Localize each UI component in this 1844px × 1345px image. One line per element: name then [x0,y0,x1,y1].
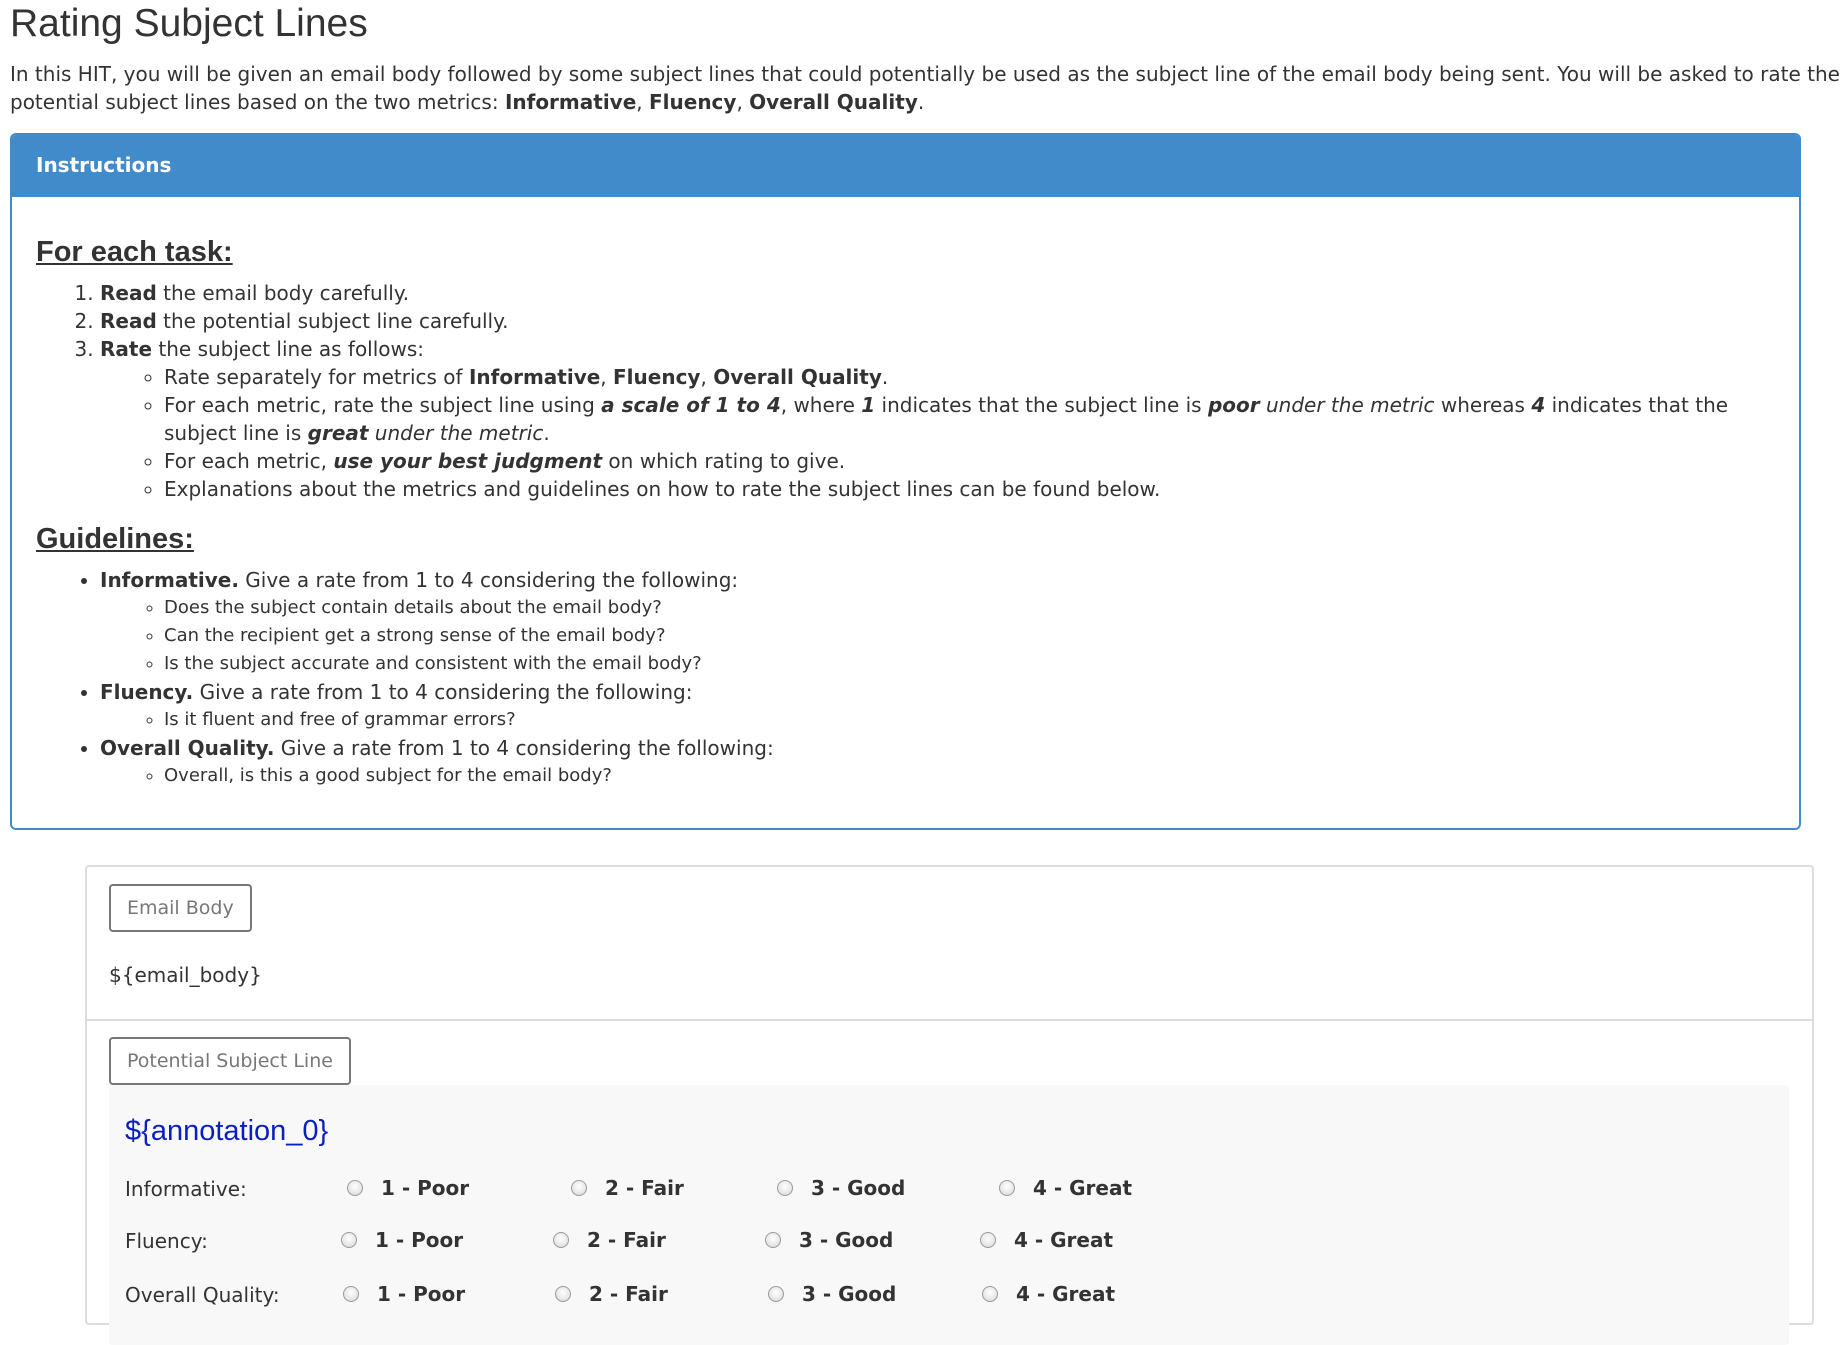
divider [87,1019,1812,1021]
task-section-title: For each task: [36,236,233,268]
rate-sub-item: ◦ For each metric, rate the subject line using a scale of 1 to 4, where 1 indicates that the subject line is poor under the metric whereas 4 indicates that the subject line is great under the metric. [164,391,1799,447]
guideline-item: • Overall Quality. Give a rate from 1 to 4 considering the following: ◦ Overall, is this a good subject for the email body? [100,734,774,790]
instructions-panel [10,133,1801,830]
radio-button[interactable] [777,1180,793,1196]
radio-button[interactable] [343,1286,359,1302]
intro-text: In this HIT, you will be given an email body followed by some subject lines that could potentially be used as the subject line of the email body being sent. You will be asked to rate the potential subject lines based on the two metrics: Informative, Fluency, Overall Quality. [10,62,1840,114]
step-item: 3. Rate the subject line as follows: ◦ Rate separately for metrics of Informative, Fluency, Overall Quality. ◦ For each metric, rate the subject line using a scale of 1 to 4, where 1 indicates that the subject line is poor under the metric whereas 4 indicates that the subject line is great under the metric. ◦ For each metric, use your best judgment on which rating to give. ◦ Explanations about the metrics and guidelines on how to rate the subject lines can be found below. [100,335,1799,503]
informative-option-2[interactable]: 2 - Fair [571,1176,684,1200]
guidelines-title: Guidelines: [36,523,194,555]
radio-button[interactable] [571,1180,587,1196]
guideline-sub-item: ◦ Can the recipient get a strong sense of the email body? [164,622,774,650]
guideline-item: • Fluency. Give a rate from 1 to 4 considering the following: ◦ Is it fluent and free of grammar errors? [100,678,774,734]
radio-button[interactable] [341,1232,357,1248]
informative-option-1[interactable]: 1 - Poor [347,1176,469,1200]
subject-line-label: Potential Subject Line [109,1037,351,1085]
rate-sublist [100,363,1799,503]
radio-button[interactable] [982,1286,998,1302]
fluency-option-2[interactable]: 2 - Fair [553,1228,666,1252]
overall-quality-option-4[interactable]: 4 - Great [982,1282,1115,1306]
metric-label-overall-quality: Overall Quality: [125,1283,280,1307]
metric-name: Informative [504,90,637,114]
guideline-sub-item: ◦ Overall, is this a good subject for the email body? [164,762,774,790]
radio-button[interactable] [765,1232,781,1248]
email-body-value: ${email_body} [109,963,262,987]
radio-button[interactable] [999,1180,1015,1196]
fluency-option-3[interactable]: 3 - Good [765,1228,893,1252]
rate-sub-item: ◦ Explanations about the metrics and guidelines on how to rate the subject lines can be found below. [164,475,1799,503]
annotation-card [85,865,1814,1325]
fluency-option-1[interactable]: 1 - Poor [341,1228,463,1252]
guideline-sub-item: ◦ Is it fluent and free of grammar errors? [164,706,774,734]
annotation-placeholder: ${annotation_0} [125,1115,329,1147]
overall-quality-option-3[interactable]: 3 - Good [768,1282,896,1306]
metric-label-informative: Informative: [125,1177,247,1201]
metric-name: Overall Quality [749,90,918,114]
radio-button[interactable] [980,1232,996,1248]
page-title: Rating Subject Lines [10,2,368,45]
instructions-heading: Instructions [12,135,1799,197]
guidelines-list [36,566,774,790]
subject-rating-well [109,1085,1789,1345]
informative-option-4[interactable]: 4 - Great [999,1176,1132,1200]
overall-quality-option-1[interactable]: 1 - Poor [343,1282,465,1306]
step-item: 1. Read the email body carefully. [100,279,1799,307]
radio-button[interactable] [768,1286,784,1302]
fluency-option-4[interactable]: 4 - Great [980,1228,1113,1252]
metric-label-fluency: Fluency: [125,1229,208,1253]
step-item: 2. Read the potential subject line carefully. [100,307,1799,335]
guideline-sub-item: ◦ Does the subject contain details about the email body? [164,594,774,622]
radio-button[interactable] [555,1286,571,1302]
overall-quality-option-2[interactable]: 2 - Fair [555,1282,668,1306]
guideline-sub-item: ◦ Is the subject accurate and consistent with the email body? [164,650,774,678]
radio-button[interactable] [553,1232,569,1248]
radio-button[interactable] [347,1180,363,1196]
rate-sub-item: ◦ For each metric, use your best judgment on which rating to give. [164,447,1799,475]
rate-sub-item: ◦ Rate separately for metrics of Informative, Fluency, Overall Quality. [164,363,1799,391]
informative-option-3[interactable]: 3 - Good [777,1176,905,1200]
task-steps [36,279,1799,503]
metric-name: Fluency [649,90,737,114]
email-body-label: Email Body [109,884,252,932]
guideline-item: • Informative. Give a rate from 1 to 4 considering the following: ◦ Does the subject contain details about the email body? ◦ Can the recipient get a strong sense of the email body? ◦ Is the subject accurate and consistent with the email body? [100,566,774,678]
